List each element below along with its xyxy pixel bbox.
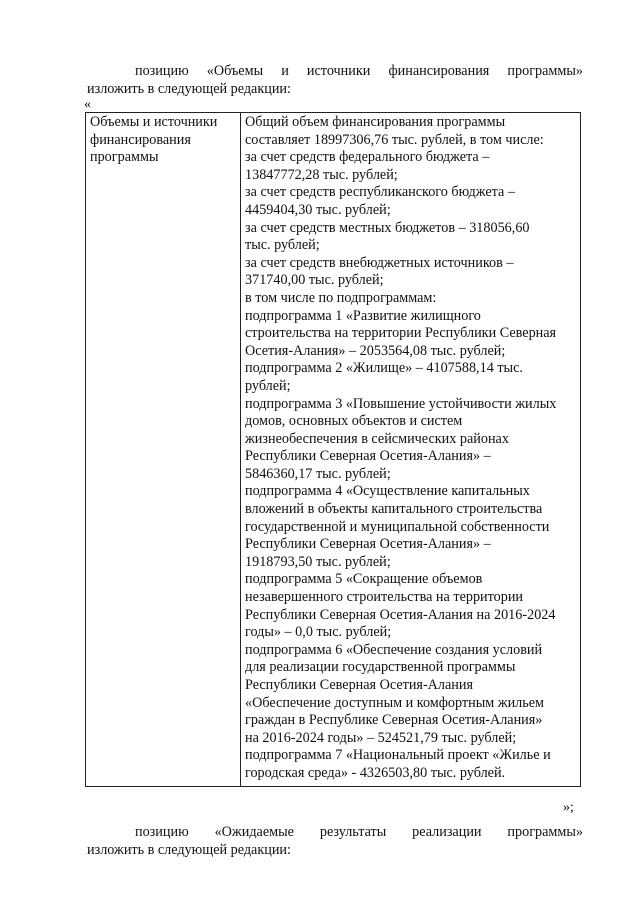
funding-line: на 2016-2024 годы» – 524521,79 тыс. рублей; [245, 729, 517, 746]
funding-line: подпрограмма 2 «Жилище» – 4107588,14 тыс. [245, 360, 523, 377]
funding-line: в том числе по подпрограммам: [245, 289, 437, 306]
position-label-line: финансирования [90, 131, 191, 148]
intro-line-1: позицию «Объемы и источники финансирования программы» [135, 63, 583, 79]
funding-line: за счет средств внебюджетных источников – [245, 254, 514, 271]
funding-line: подпрограмма 4 «Осуществление капитальных [245, 483, 530, 500]
funding-line: Республики Северная Осетия-Алания» – [245, 448, 491, 465]
outro-line-1: позицию «Ожидаемые результаты реализации программы» [135, 824, 583, 840]
funding-line: подпрограмма 3 «Повышение устойчивости жилых [245, 395, 557, 412]
funding-line: рублей; [245, 377, 291, 394]
funding-line: Республики Северная Осетия-Алания [245, 677, 474, 693]
funding-table [85, 112, 581, 787]
position-label-line: Объемы и источники [90, 114, 218, 130]
funding-line: Республики Северная Осетия-Алания на 2016-2024 [245, 606, 556, 623]
funding-line: тыс. рублей; [245, 237, 320, 254]
intro-line-2: изложить в следующей редакции: [87, 81, 291, 97]
funding-line: государственной и муниципальной собственности [245, 518, 550, 535]
funding-line: Республики Северная Осетия-Алания» – [245, 536, 491, 553]
funding-description-cell [241, 113, 581, 787]
opening-quote: « [84, 97, 91, 112]
funding-line: домов, основных объектов и систем [245, 413, 463, 430]
funding-line: жизнеобеспечения в сейсмических районах [245, 430, 509, 447]
funding-line: 371740,00 тыс. рублей; [245, 272, 384, 289]
funding-line: вложений в объекты капитального строительства [245, 501, 543, 518]
funding-line: граждан в Республике Северная Осетия-Алания» [245, 712, 543, 729]
table-row [86, 113, 581, 787]
funding-line: за счет средств местных бюджетов – 318056,60 [245, 219, 530, 236]
funding-line: 1918793,50 тыс. рублей; [245, 553, 391, 570]
funding-line: за счет средств республиканского бюджета – [245, 184, 515, 201]
funding-line: 4459404,30 тыс. рублей; [245, 201, 391, 218]
funding-line: Осетия-Алания» – 2053564,08 тыс. рублей; [245, 342, 506, 359]
outro-line-2: изложить в следующей редакции: [87, 842, 291, 858]
funding-line: строительства на территории Республики Северная [245, 325, 557, 342]
intro-paragraph [87, 62, 583, 98]
funding-line: годы» – 0,0 тыс. рублей; [245, 624, 392, 641]
funding-line: Общий объем финансирования программы [245, 114, 506, 130]
funding-line: составляет 18997306,76 тыс. рублей, в том числе: [245, 131, 544, 148]
funding-line: 13847772,28 тыс. рублей; [245, 166, 398, 183]
funding-line: подпрограмма 7 «Национальный проект «Жилье и [245, 747, 551, 764]
funding-line: за счет средств федерального бюджета – [245, 149, 490, 166]
funding-line: незавершенного строительства на территории [245, 589, 524, 606]
position-label-cell [86, 113, 241, 787]
funding-line: городская среда» - 4326503,80 тыс. рублей. [245, 764, 506, 781]
outro-paragraph [87, 823, 583, 859]
funding-line: подпрограмма 5 «Сокращение объемов [245, 571, 483, 588]
closing-quote: »; [563, 800, 574, 815]
funding-line: «Обеспечение доступным и комфортным жильем [245, 694, 545, 711]
funding-line: для реализации государственной программы [245, 659, 516, 676]
funding-line: 5846360,17 тыс. рублей; [245, 465, 391, 482]
funding-line: подпрограмма 1 «Развитие жилищного [245, 307, 481, 324]
position-label-line: программы [90, 149, 159, 166]
funding-line: подпрограмма 6 «Обеспечение создания условий [245, 641, 543, 658]
